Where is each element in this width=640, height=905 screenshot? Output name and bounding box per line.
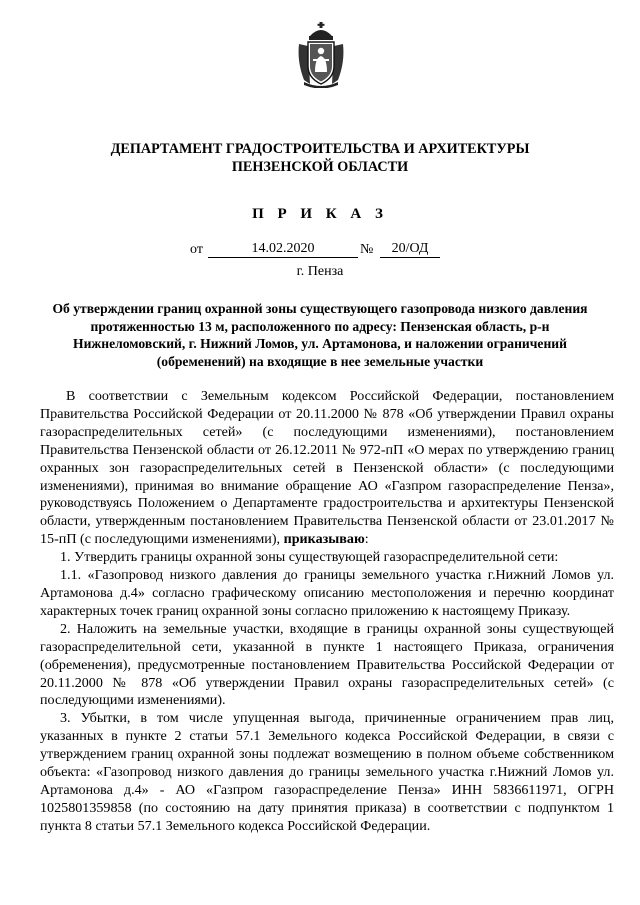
item-3: 3. Убытки, в том числе упущенная выгода, причиненные ограничением прав лиц, указанных в пункте 2 статьи 57.1 Земельного кодекса Российской Федерации, в связи с утверждением границ охранной зоны подлежат возмещению в полном объеме собственником объекта: «Газопровод низкого давления до границы земельного участка г.Нижний Ломов ул. Артамонова д.4» - АО «Газпром газораспределение Пенза» ИНН 5836611971, ОГРН 1025801359858 (по состоянию на дату принятия приказа) в соответствии с подпунктом 1 пункта 8 статьи 57.1 Земельного кодекса Российской Федерации. [40,710,614,834]
orders-colon: : [364,531,369,548]
item-1: 1. Утвердить границы охранной зоны существующей газораспределительной сети: [60,549,559,566]
order-date: 14.02.2020 [208,240,358,258]
department-name-line-1: ДЕПАРТАМЕНТ ГРАДОСТРОИТЕЛЬСТВА И АРХИТЕКТУРЫ [110,141,530,157]
department-name-line-2: ПЕНЗЕНСКОЙ ОБЛАСТИ [231,159,409,175]
order-number: 20/ОД [380,240,440,258]
preamble-text: В соответствии с Земельным кодексом Российской Федерации, постановлением Правительства Российской Федерации от 20.11.2000 № 878 «Об утверждении Правил охраны газораспределительных сетей» (с последующими изменениями), постановлением Правительства Пензенской области от 26.12.2011 № 972-пП «О мерах по утверждению границ охранных зон газораспределительных сетей в Пензенской области» (с последующими изменениями), принимая во внимание обращение АО «Газпром газораспределение Пенза», руководствуясь Положением о Департаменте градостроительства и архитектуры Пензенской области, утвержденным постановлением Правительства Пензенской области от 23.01.2017 № 15-пП (с последующими изменениями), [40,388,614,548]
preamble-paragraph [40,388,614,549]
item-1-1: 1.1. «Газопровод низкого давления до границы земельного участка г.Нижний Ломов ул. Артамонова д.4» согласно графическому описанию местоположения и перечню координат характерных точек границ охранной зоны согласно приложению к настоящему Приказу. [40,567,614,619]
city-name: г. Пенза [296,264,344,279]
item-2: 2. Наложить на земельные участки, входящие в границы охранной зоны существующей газораспределительной сети, указанной в пункте 1 настоящего Приказа, ограничения (обременения), предусмотренные постановлением Правительства Российской Федерации от 20.11.2000 № 878 «Об утверждении Правил охраны газораспределительных сетей» (с последующими изменениями). [40,620,614,709]
order-body [40,388,614,836]
orders-word: приказываю [283,531,365,548]
date-prefix: от [190,242,203,257]
order-date-number-line [0,240,640,260]
order-heading: П Р И К А З [252,206,388,222]
number-prefix: № [360,242,374,257]
coat-of-arms-icon [296,22,346,88]
order-title: Об утверждении границ охранной зоны существующего газопровода низкого давления протяженностью 13 м, расположенного по адресу: Пензенская область, р-н Нижнеломовский, г. Нижний Ломов, ул. Артамонова, и наложении ограничений (обременений) на входящие в нее земельные участки [52,301,588,369]
